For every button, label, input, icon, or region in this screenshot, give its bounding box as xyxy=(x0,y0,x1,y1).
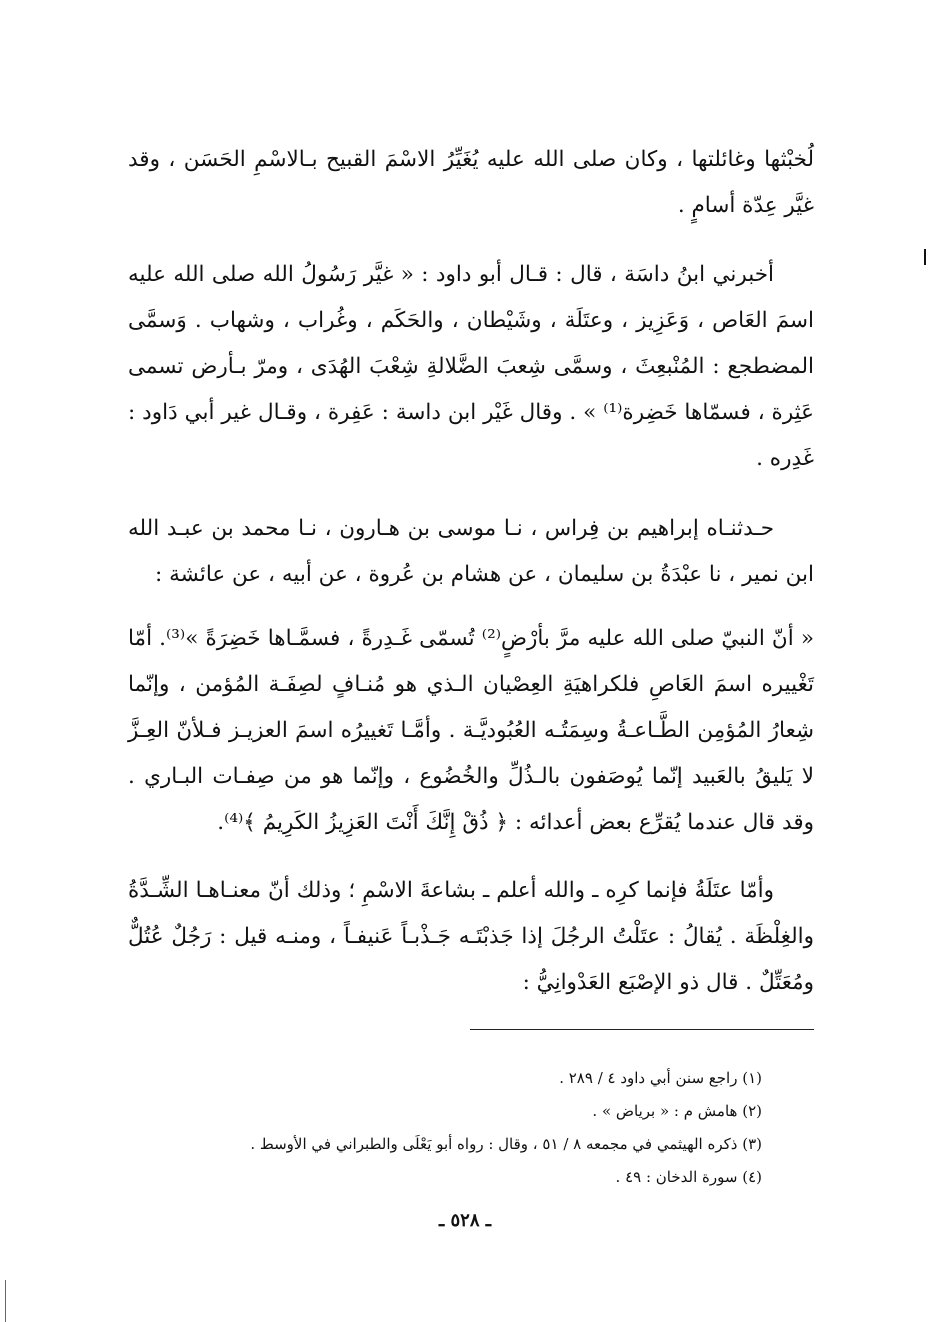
paragraph-2-text: أخبرني ابنُ داسَة ، قال : قـال أبو داود : « غيَّر رَسُولُ الله صلى الله عليه اسمَ العَاص ، وَعَزِيز ، وعتَلَة ، وشَيْطان ، والحَكَم ، وغُراب ، وشهاب . وَسمَّى المضطجع : المُنْبعِثَ ، وسمَّى شِعبَ الضَّلالةِ شِعْبَ الهُدَى ، ومرّ بـأرض تسمى عَثِرة ، فسمّاها خَضِرة⁽¹⁾ » . وقال غَيْر ابن داسة : عَفِرة ، وقـال غير أبي دَاود : غَدِره . xyxy=(128,262,815,471)
paragraph-5-text: وأمّا عتَلَةُ فإنما كرِه ـ والله أعلم ـ بشاعةَ الاسْمِ ؛ وذلك أنّ معنـاهـا الشِّـدَّةُ والغِلْظَة . يُقالُ : عتَلْتُ الرجُلَ إذا جَذبْتَـه جَـذْبـاً عَنيفـاً ، ومنـه قيل : رَجُلٌ عُتُلٌّ ومُعَتِّلٌ . قال ذو الإصْبَع العَدْوانِيُّ : xyxy=(128,878,814,995)
paragraph-1-text: لُخبْثها وغائلتها ، وكان صلى الله عليه يُغَيِّرُ الاسْمَ القبيح بـالاسْمِ الحَسَن ، وقد غيَّر عِدّة أسامٍ . xyxy=(128,147,814,218)
scan-edge-line xyxy=(5,1280,6,1322)
paragraph-5 xyxy=(128,868,814,1006)
footnote-1: (١) راجع سنن أبي داود ٤ / ٢٨٩ . xyxy=(559,1069,762,1087)
paragraph-4 xyxy=(128,616,814,846)
paragraph-3 xyxy=(128,506,814,598)
footnote-3: (٣) ذكره الهيثمي في مجمعه ٨ / ٥١ ، وقال : رواه أبو يَعْلَى والطبراني في الأوسط . xyxy=(250,1135,762,1153)
page-number: ـ ٥٢٨ ـ xyxy=(438,1210,492,1231)
footnotes xyxy=(128,1062,762,1194)
paragraph-1 xyxy=(128,137,814,229)
footnote-4: (٤) سورة الدخان : ٤٩ . xyxy=(615,1168,762,1186)
paragraph-2 xyxy=(128,252,814,482)
paragraph-3-text: حـدثنـاه إبراهيم بن فِراس ، نـا موسى بن هـارون ، نـا محمد بن عبـد الله ابن نمير ، نا عبْدَةُ بن سليمان ، عن هشام بن عُروة ، عن أبيه ، عن عائشة : xyxy=(128,516,814,587)
footnote-2: (٢) هامش م : « برياض » . xyxy=(592,1102,762,1120)
paragraph-4-text: « أنّ النبيّ صلى الله عليه مرَّ بأرْضٍ⁽²⁾ تُسمّى غَـدِرةً ، فسمَّـاها خَضِرَةً »⁽³⁾. أمّا تَغْييره اسمَ العَاصِ فلكراهيَةِ العِصْيان الـذي هو مُنـافٍ لصِفَـة المُؤمن ، وإنّما شِعارُ المُؤمِن الطَّـاعـةُ وسِمَتُـه العُبُوديَّـة . وأمَّـا تَغييرُه اسمَ العزيـز فـلأنّ العِـزَّ لا يَليقُ بالعَبيد إنّما يُوصَفون بالـذُلِّ والخُضُوع ، وإنّما هو من صِفـات البـاري . وقد قال عندما يُقرِّع بعض أعدائه : ﴿ ذُقْ إِنَّكَ أَنْتَ العَزِيزُ الكَرِيمُ ﴾⁽⁴⁾. xyxy=(128,626,814,835)
footnote-separator xyxy=(470,1029,814,1030)
scan-edge-mark xyxy=(924,249,926,265)
